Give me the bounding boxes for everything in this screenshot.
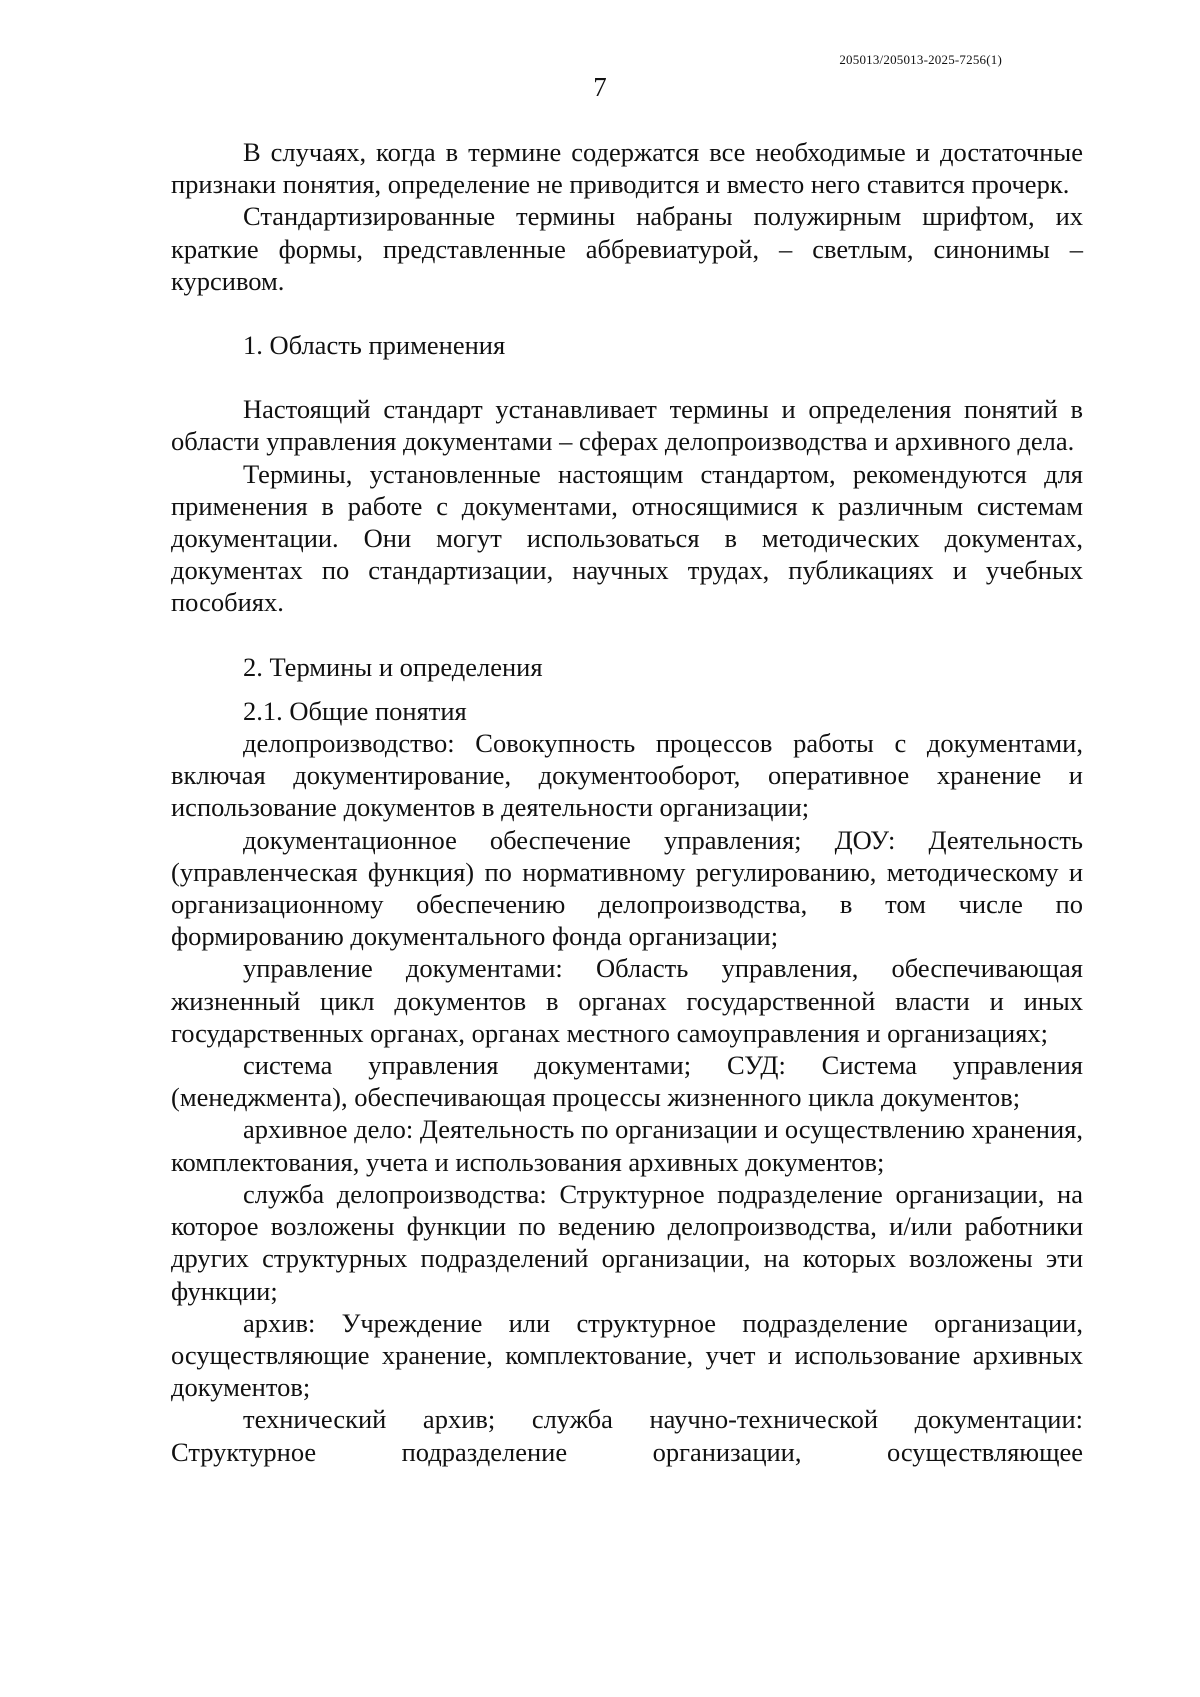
term-definition: система управления документами; СУД: Система управления (менеджмента), обеспечивающая процессы жизненного цикла документов; — [171, 1050, 1083, 1113]
document-code: 205013/205013-2025-7256(1) — [839, 52, 1002, 67]
page-number: 7 — [593, 72, 607, 102]
term-definition: архивное дело: Деятельность по организации и осуществлению хранения, комплектования, учета и использования архивных документов; — [171, 1114, 1083, 1177]
intro-paragraph-1: В случаях, когда в термине содержатся все необходимые и достаточные признаки понятия, определение не приводится и вместо него ставится прочерк. — [171, 137, 1083, 200]
term-definition: технический архив; служба научно-технической документации: Структурное подразделение организации, осуществляющее — [171, 1404, 1083, 1467]
section-1-paragraph-2: Термины, установленные настоящим стандартом, рекомендуются для применения в работе с документами, относящимися к различным системам документации. Они могут использоваться в методических документах, документах по стандартизации, научных трудах, публикациях и учебных пособиях. — [171, 458, 1083, 618]
section-1-paragraph-1: Настоящий стандарт устанавливает термины и определения понятий в области управления документами – сферах делопроизводства и архивного дела. — [171, 394, 1083, 457]
intro-paragraph-2: Стандартизированные термины набраны полужирным шрифтом, их краткие формы, представленные аббревиатурой, – светлым, синонимы – курсивом. — [171, 201, 1083, 296]
term-definition: управление документами: Область управления, обеспечивающая жизненный цикл документов в органах государственной власти и иных государственных органах, органах местного самоуправления и организациях; — [171, 953, 1083, 1048]
term-definition: делопроизводство: Совокупность процессов работы с документами, включая документирование, документооборот, оперативное хранение и использование документов в деятельности организации; — [171, 728, 1083, 823]
term-definition: архив: Учреждение или структурное подразделение организации, осуществляющие хранение, комплектование, учет и использование архивных документов; — [171, 1307, 1083, 1403]
subsection-2-1-title: 2.1. Общие понятия — [243, 695, 467, 726]
term-definition: документационное обеспечение управления; ДОУ: Деятельность (управленческая функция) по нормативному регулированию, методическому и организационному обеспечению делопроизводства, в том числе по формированию документального фонда организации; — [171, 824, 1083, 952]
term-definition: служба делопроизводства: Структурное подразделение организации, на которое возложены функции по ведению делопроизводства, и/или работники других структурных подразделений организации, на которых возложены эти функции; — [171, 1178, 1083, 1306]
document-body — [171, 136, 1083, 1468]
section-1-title: 1. Область применения — [243, 330, 506, 361]
section-2-title: 2. Термины и определения — [243, 651, 543, 682]
